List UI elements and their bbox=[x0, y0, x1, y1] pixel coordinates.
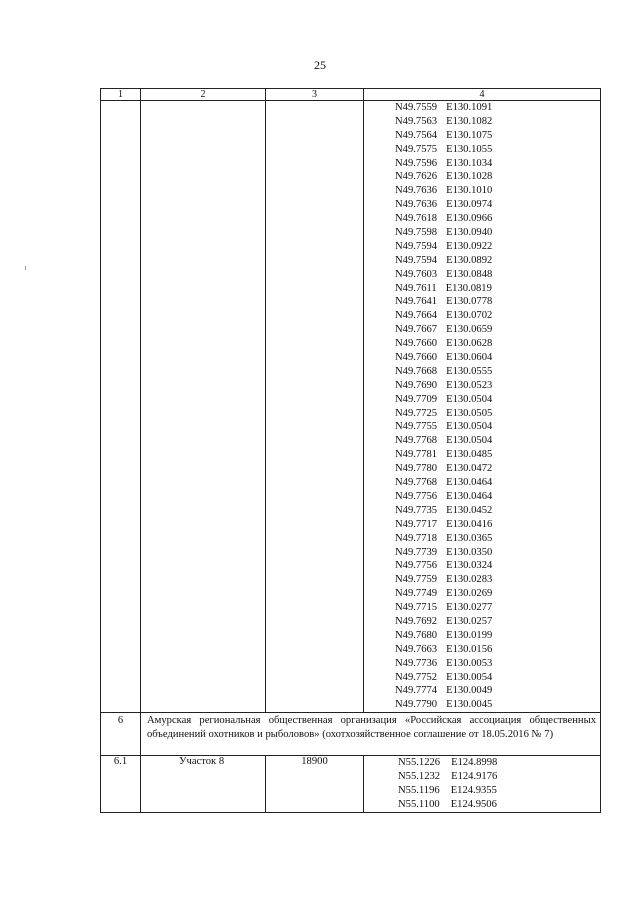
latitude-value: N49.7664 bbox=[395, 310, 438, 322]
coordinate-line bbox=[364, 268, 600, 282]
longitude-value: E130.0504 bbox=[446, 393, 493, 405]
coordinates-table bbox=[100, 88, 601, 813]
coordinate-line bbox=[364, 240, 600, 254]
table-header-row bbox=[101, 89, 601, 101]
header-col-1: 1 bbox=[101, 89, 141, 101]
latitude-value: N49.7715 bbox=[395, 602, 438, 614]
coordinate-line bbox=[364, 657, 600, 671]
latitude-value: N49.7768 bbox=[395, 435, 438, 447]
coordinate-line bbox=[364, 434, 600, 448]
header-col-2: 2 bbox=[141, 89, 266, 101]
latitude-value: N49.7641 bbox=[395, 296, 438, 308]
longitude-value: E130.0156 bbox=[446, 643, 493, 655]
latitude-value: N49.7594 bbox=[395, 240, 438, 252]
latitude-value: N49.7780 bbox=[395, 463, 438, 475]
longitude-value: E130.0324 bbox=[446, 560, 493, 572]
latitude-value: N49.7559 bbox=[395, 102, 438, 113]
latitude-value: N49.7598 bbox=[395, 227, 438, 239]
plot-number: 6.1 bbox=[101, 756, 141, 813]
coordinate-line bbox=[364, 559, 600, 573]
longitude-value: E130.0452 bbox=[446, 504, 493, 516]
longitude-value: E130.0974 bbox=[446, 199, 493, 211]
longitude-value: E130.0053 bbox=[446, 657, 493, 669]
longitude-value: E130.0269 bbox=[446, 588, 493, 600]
latitude-value: N49.7752 bbox=[395, 671, 438, 683]
coordinate-line bbox=[364, 212, 600, 226]
coordinate-line bbox=[364, 587, 600, 601]
longitude-value: E130.0702 bbox=[446, 310, 493, 322]
coordinate-line bbox=[364, 573, 600, 587]
longitude-value: E130.0778 bbox=[446, 296, 493, 308]
continuation-col-2 bbox=[141, 101, 266, 713]
latitude-value: N49.7756 bbox=[395, 560, 438, 572]
coordinate-line bbox=[364, 129, 600, 143]
longitude-value: E130.1091 bbox=[446, 102, 493, 113]
coordinate-line bbox=[364, 615, 600, 629]
coordinate-line bbox=[364, 756, 600, 770]
latitude-value: N49.7739 bbox=[395, 546, 438, 558]
coordinate-line bbox=[364, 351, 600, 365]
latitude-value: N49.7690 bbox=[395, 379, 438, 391]
longitude-value: E130.0045 bbox=[446, 699, 493, 711]
continuation-row bbox=[101, 101, 601, 713]
latitude-value: N55.1226 bbox=[398, 757, 441, 769]
longitude-value: E130.0505 bbox=[446, 407, 493, 419]
longitude-value: E130.0604 bbox=[446, 352, 493, 364]
coordinate-line bbox=[364, 601, 600, 615]
stray-mark bbox=[25, 266, 26, 270]
coordinate-line bbox=[364, 407, 600, 421]
coordinate-line bbox=[364, 323, 600, 337]
longitude-value: E130.0922 bbox=[446, 240, 493, 252]
latitude-value: N49.7709 bbox=[395, 393, 438, 405]
coordinate-line bbox=[364, 295, 600, 309]
continuation-coords-cell bbox=[364, 101, 601, 713]
coordinate-line bbox=[364, 309, 600, 323]
longitude-value: E130.0848 bbox=[446, 268, 493, 280]
page-number: 25 bbox=[314, 58, 326, 72]
latitude-value: N49.7611 bbox=[395, 282, 437, 294]
longitude-value: E130.0054 bbox=[446, 671, 493, 683]
coordinate-line bbox=[364, 629, 600, 643]
latitude-value: N49.7626 bbox=[395, 171, 438, 183]
coordinate-line bbox=[364, 337, 600, 351]
latitude-value: N55.1100 bbox=[398, 798, 440, 810]
latitude-value: N49.7768 bbox=[395, 477, 438, 489]
latitude-value: N49.7660 bbox=[395, 352, 438, 364]
longitude-value: E130.0819 bbox=[445, 282, 492, 294]
continuation-col-3 bbox=[266, 101, 364, 713]
longitude-value: E130.1028 bbox=[446, 171, 493, 183]
longitude-value: E130.0628 bbox=[446, 338, 493, 350]
latitude-value: N49.7636 bbox=[395, 199, 438, 211]
coordinate-line bbox=[364, 448, 600, 462]
longitude-value: E130.0277 bbox=[446, 602, 493, 614]
coordinate-line bbox=[364, 643, 600, 657]
longitude-value: E130.0940 bbox=[446, 227, 493, 239]
coordinate-line bbox=[364, 784, 600, 798]
latitude-value: N49.7603 bbox=[395, 268, 438, 280]
coordinate-line bbox=[364, 518, 600, 532]
latitude-value: N49.7618 bbox=[395, 213, 438, 225]
latitude-value: N49.7660 bbox=[395, 338, 438, 350]
longitude-value: E130.0966 bbox=[446, 213, 493, 225]
latitude-value: N49.7663 bbox=[395, 643, 438, 655]
plot-name: Участок 8 bbox=[141, 756, 266, 813]
longitude-value: E130.0283 bbox=[446, 574, 493, 586]
coordinate-line bbox=[364, 226, 600, 240]
coordinate-line bbox=[364, 671, 600, 685]
coordinate-line bbox=[364, 420, 600, 434]
coordinate-line bbox=[364, 532, 600, 546]
longitude-value: E130.0257 bbox=[446, 615, 493, 627]
latitude-value: N49.7667 bbox=[395, 324, 438, 336]
coordinate-line bbox=[364, 698, 600, 712]
coordinate-line bbox=[364, 157, 600, 171]
coordinate-line bbox=[364, 379, 600, 393]
longitude-value: E130.0464 bbox=[446, 477, 493, 489]
latitude-value: N49.7756 bbox=[395, 490, 438, 502]
organization-number: 6 bbox=[101, 713, 141, 756]
latitude-value: N49.7749 bbox=[395, 588, 438, 600]
coordinate-line bbox=[364, 198, 600, 212]
latitude-value: N49.7725 bbox=[395, 407, 438, 419]
longitude-value: E124.9355 bbox=[450, 784, 497, 796]
organization-row bbox=[101, 713, 601, 756]
latitude-value: N49.7774 bbox=[395, 685, 438, 697]
longitude-value: E130.0555 bbox=[446, 365, 493, 377]
longitude-value: E124.8998 bbox=[451, 757, 498, 769]
plot-row bbox=[101, 756, 601, 813]
longitude-value: E124.9176 bbox=[451, 771, 498, 783]
latitude-value: N49.7596 bbox=[395, 157, 438, 169]
latitude-value: N49.7564 bbox=[395, 129, 438, 141]
coordinate-line bbox=[364, 546, 600, 560]
latitude-value: N49.7717 bbox=[395, 518, 438, 530]
latitude-value: N55.1196 bbox=[398, 784, 440, 796]
coordinate-line bbox=[364, 101, 600, 115]
coordinate-line bbox=[364, 143, 600, 157]
coordinate-line bbox=[364, 115, 600, 129]
coordinate-line bbox=[364, 770, 600, 784]
header-col-4: 4 bbox=[364, 89, 601, 101]
coordinate-line bbox=[364, 393, 600, 407]
coordinate-line bbox=[364, 504, 600, 518]
longitude-value: E130.0485 bbox=[446, 449, 493, 461]
longitude-value: E130.0472 bbox=[446, 463, 493, 475]
coordinate-line bbox=[364, 254, 600, 268]
organization-text: Амурская региональная общественная организация «Российская ассоциация общественных объединений охотников и рыболовов» (охотхозяйственное соглашение от 18.05.2016 № 7) bbox=[141, 713, 601, 756]
longitude-value: E130.0892 bbox=[446, 254, 493, 266]
coordinate-line bbox=[364, 184, 600, 198]
latitude-value: N49.7636 bbox=[395, 185, 438, 197]
longitude-value: E130.0504 bbox=[446, 435, 493, 447]
latitude-value: N49.7594 bbox=[395, 254, 438, 266]
latitude-value: N49.7781 bbox=[395, 449, 438, 461]
latitude-value: N55.1232 bbox=[398, 771, 441, 783]
latitude-value: N49.7735 bbox=[395, 504, 438, 516]
coordinate-line bbox=[364, 282, 600, 296]
plot-area: 18900 bbox=[266, 756, 364, 813]
longitude-value: E130.0416 bbox=[446, 518, 493, 530]
longitude-value: E124.9506 bbox=[450, 798, 497, 810]
coordinate-line bbox=[364, 684, 600, 698]
longitude-value: E130.0659 bbox=[446, 324, 493, 336]
longitude-value: E130.0504 bbox=[446, 421, 493, 433]
longitude-value: E130.0350 bbox=[446, 546, 493, 558]
latitude-value: N49.7575 bbox=[395, 143, 438, 155]
longitude-value: E130.1075 bbox=[446, 129, 493, 141]
longitude-value: E130.0365 bbox=[446, 532, 493, 544]
coordinate-line bbox=[364, 365, 600, 379]
coordinate-line bbox=[364, 476, 600, 490]
latitude-value: N49.7759 bbox=[395, 574, 438, 586]
plot-coords-cell bbox=[364, 756, 601, 813]
longitude-value: E130.1034 bbox=[446, 157, 493, 169]
latitude-value: N49.7680 bbox=[395, 629, 438, 641]
longitude-value: E130.0049 bbox=[446, 685, 493, 697]
latitude-value: N49.7755 bbox=[395, 421, 438, 433]
longitude-value: E130.1055 bbox=[446, 143, 493, 155]
longitude-value: E130.0464 bbox=[446, 490, 493, 502]
latitude-value: N49.7736 bbox=[395, 657, 438, 669]
longitude-value: E130.0523 bbox=[446, 379, 493, 391]
coordinate-line bbox=[364, 490, 600, 504]
latitude-value: N49.7668 bbox=[395, 365, 438, 377]
coordinate-line bbox=[364, 170, 600, 184]
latitude-value: N49.7563 bbox=[395, 115, 438, 127]
coordinate-line bbox=[364, 798, 600, 812]
latitude-value: N49.7692 bbox=[395, 615, 438, 627]
longitude-value: E130.1082 bbox=[446, 115, 493, 127]
longitude-value: E130.0199 bbox=[446, 629, 493, 641]
continuation-col-1 bbox=[101, 101, 141, 713]
latitude-value: N49.7718 bbox=[395, 532, 438, 544]
latitude-value: N49.7790 bbox=[395, 699, 438, 711]
header-col-3: 3 bbox=[266, 89, 364, 101]
longitude-value: E130.1010 bbox=[446, 185, 493, 197]
coordinate-line bbox=[364, 462, 600, 476]
